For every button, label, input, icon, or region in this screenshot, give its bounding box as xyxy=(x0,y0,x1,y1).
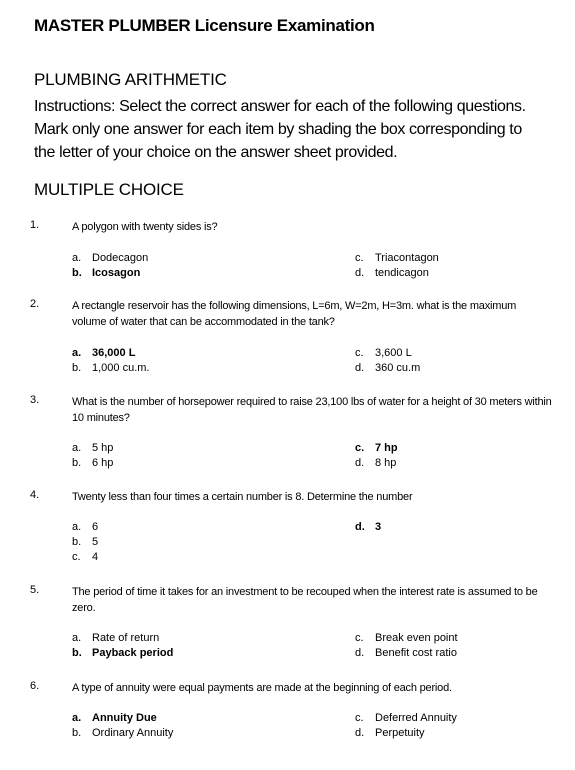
option-text: Ordinary Annuity xyxy=(92,727,174,739)
question-text: Twenty less than four times a certain number is 8. Determine the number xyxy=(72,491,413,503)
option-letter: c. xyxy=(355,252,364,264)
question-number: 5. xyxy=(30,584,40,596)
option-b xyxy=(72,456,113,471)
multiple-choice-heading: MULTIPLE CHOICE xyxy=(34,180,184,199)
option-c xyxy=(72,550,98,565)
option-letter: b. xyxy=(72,457,82,469)
option-letter: b. xyxy=(72,362,82,374)
option-text: Perpetuity xyxy=(375,727,425,739)
question-number: 1. xyxy=(30,219,40,231)
option-b xyxy=(72,535,98,550)
option-letter: a. xyxy=(72,252,82,264)
option-letter: d. xyxy=(355,457,365,469)
option-text: 7 hp xyxy=(375,442,398,454)
question-text: What is the number of horsepower required to raise 23,100 lbs of water for a height of 30 meters within 10 minutes? xyxy=(72,396,552,424)
option-text: 3 xyxy=(375,521,382,533)
question-text: A rectangle reservoir has the following dimensions, L=6m, W=2m, H=3m. what is the maximum volume of water that can be accommodated in the tank? xyxy=(72,300,517,328)
option-letter: a. xyxy=(72,347,82,359)
option-d xyxy=(355,520,381,535)
option-text: 4 xyxy=(92,551,99,563)
option-text: 1,000 cu.m. xyxy=(92,362,150,374)
option-c xyxy=(355,711,457,726)
option-text: 3,600 L xyxy=(375,347,412,359)
option-letter: a. xyxy=(72,632,82,644)
option-d xyxy=(355,266,429,281)
option-b xyxy=(72,646,173,661)
option-text: Benefit cost ratio xyxy=(375,647,457,659)
option-text: 6 hp xyxy=(92,457,114,469)
option-b xyxy=(72,266,140,281)
option-a xyxy=(72,251,148,266)
option-b xyxy=(72,361,149,376)
option-a xyxy=(72,346,135,361)
option-text: tendicagon xyxy=(375,267,429,279)
option-text: Icosagon xyxy=(92,267,141,279)
instructions: Instructions: Select the correct answer for each of the following questions. Mark only one answer for each item by shading the box corresponding to the letter of your choice on the answer sheet provided. xyxy=(34,98,526,161)
question-text: A polygon with twenty sides is? xyxy=(72,221,218,233)
option-c xyxy=(355,441,398,456)
option-b xyxy=(72,726,173,741)
option-letter: a. xyxy=(72,442,82,454)
option-letter: b. xyxy=(72,536,82,548)
option-text: Break even point xyxy=(375,632,458,644)
option-c xyxy=(355,251,439,266)
option-a xyxy=(72,711,157,726)
option-d xyxy=(355,726,425,741)
option-text: 36,000 L xyxy=(92,347,136,359)
option-a xyxy=(72,520,98,535)
option-text: 5 hp xyxy=(92,442,114,454)
exam-title: MASTER PLUMBER Licensure Examination xyxy=(34,16,375,35)
option-letter: b. xyxy=(72,727,82,739)
option-text: Triacontagon xyxy=(375,252,439,264)
option-letter: b. xyxy=(72,647,82,659)
option-text: 360 cu.m xyxy=(375,362,421,374)
option-text: Payback period xyxy=(92,647,174,659)
option-letter: b. xyxy=(72,267,82,279)
option-text: Rate of return xyxy=(92,632,160,644)
option-letter: d. xyxy=(355,521,365,533)
option-text: Dodecagon xyxy=(92,252,149,264)
option-letter: a. xyxy=(72,712,82,724)
option-text: 5 xyxy=(92,536,99,548)
option-letter: c. xyxy=(72,551,81,563)
option-letter: c. xyxy=(355,632,364,644)
option-letter: c. xyxy=(355,442,365,454)
option-letter: d. xyxy=(355,727,365,739)
option-d xyxy=(355,646,457,661)
option-letter: d. xyxy=(355,647,365,659)
question-number: 3. xyxy=(30,394,40,406)
option-letter: d. xyxy=(355,267,365,279)
option-c xyxy=(355,631,458,646)
option-letter: a. xyxy=(72,521,82,533)
option-text: 6 xyxy=(92,521,99,533)
question-number: 2. xyxy=(30,298,40,310)
option-text: Annuity Due xyxy=(92,712,157,724)
option-d xyxy=(355,456,396,471)
option-letter: c. xyxy=(355,347,364,359)
option-a xyxy=(72,441,113,456)
question-number: 6. xyxy=(30,680,40,692)
option-text: 8 hp xyxy=(375,457,397,469)
section-title: PLUMBING ARITHMETIC xyxy=(34,70,227,89)
option-letter: d. xyxy=(355,362,365,374)
question-text: A type of annuity were equal payments are made at the beginning of each period. xyxy=(72,682,452,694)
option-c xyxy=(355,346,412,361)
question-number: 4. xyxy=(30,489,40,501)
option-d xyxy=(355,361,420,376)
question-text: The period of time it takes for an investment to be recouped when the interest rate is assumed to be zero. xyxy=(72,586,538,614)
option-a xyxy=(72,631,159,646)
option-letter: c. xyxy=(355,712,364,724)
option-text: Deferred Annuity xyxy=(375,712,457,724)
